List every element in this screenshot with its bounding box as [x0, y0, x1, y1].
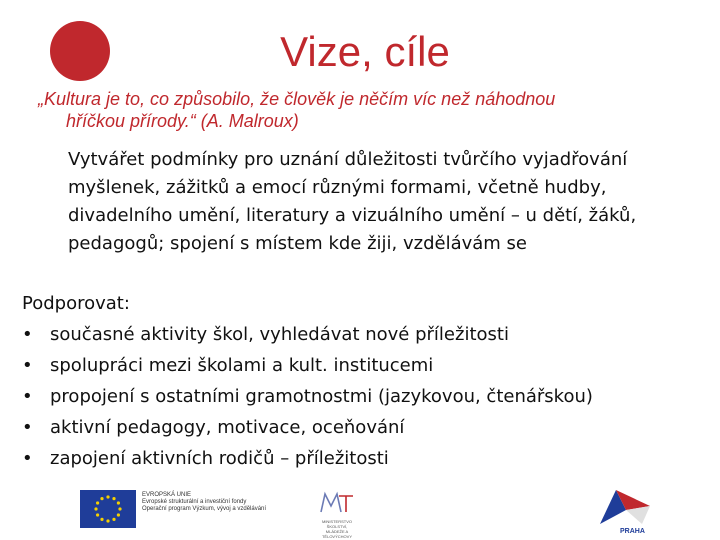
quote-line-1: „Kultura je to, co způsobilo, že člověk je něčím víc než náhodnou: [38, 89, 556, 109]
list-item: [22, 350, 702, 381]
bullet-icon: •: [22, 448, 33, 469]
footer-logos: [0, 480, 720, 540]
list-item-text: současné aktivity škol, vyhledávat nové příležitosti: [50, 324, 509, 345]
eu-text-line: EVROPSKÁ UNIE: [142, 492, 192, 498]
quote: [38, 88, 678, 132]
list-item-text: zapojení aktivních rodičů – příležitosti: [50, 448, 389, 469]
list-item-text: aktivní pedagogy, motivace, oceňování: [50, 417, 405, 438]
list-item: [22, 381, 702, 412]
vision-paragraph: Vytvářet podmínky pro uznání důležitosti tvůrčího vyjadřování myšlenek, zážitků a emocí různými formami, včetně hudby, divadelního umění, literatury a vizuálního umění – u dětí, žáků, pedagogů; spojení s místem kde žiji, vzdělávám se: [68, 149, 637, 254]
praha-logo-icon: [596, 484, 654, 528]
eu-text-line: Evropské strukturální a investiční fondy: [142, 499, 247, 505]
list-item: [22, 443, 702, 474]
eu-text: [142, 490, 292, 513]
msmt-logo: [312, 490, 362, 539]
eu-logo: [80, 490, 292, 528]
msmt-caption-line: MLÁDEŽE A TĚLOVÝCHOVY: [321, 529, 352, 539]
support-section: [22, 288, 702, 474]
bullet-icon: •: [22, 355, 33, 376]
praha-label: PRAHA: [620, 528, 645, 535]
list-item-text: spolupráci mezi školami a kult. institucemi: [50, 355, 434, 376]
support-list: [22, 319, 702, 474]
eu-text-line: Operační program Výzkum, vývoj a vzdělávání: [142, 506, 267, 512]
slide-title: Vize, cíle: [280, 28, 450, 75]
list-item: [22, 319, 702, 350]
bullet-icon: •: [22, 324, 33, 345]
bullet-icon: •: [22, 386, 33, 407]
praha-logo: [596, 484, 654, 533]
msmt-logo-icon: [317, 490, 357, 514]
list-item-text: propojení s ostatními gramotnostmi (jazykovou, čtenářskou): [50, 386, 593, 407]
list-item: [22, 412, 702, 443]
msmt-caption-line: MINISTERSTVO ŠKOLSTVÍ,: [321, 519, 352, 529]
quote-line-2: hříčkou přírody.“ (A. Malroux): [66, 111, 299, 131]
eu-flag-icon: [80, 490, 136, 528]
msmt-caption: [312, 519, 362, 539]
bullet-icon: •: [22, 417, 33, 438]
support-heading: Podporovat:: [22, 293, 130, 314]
